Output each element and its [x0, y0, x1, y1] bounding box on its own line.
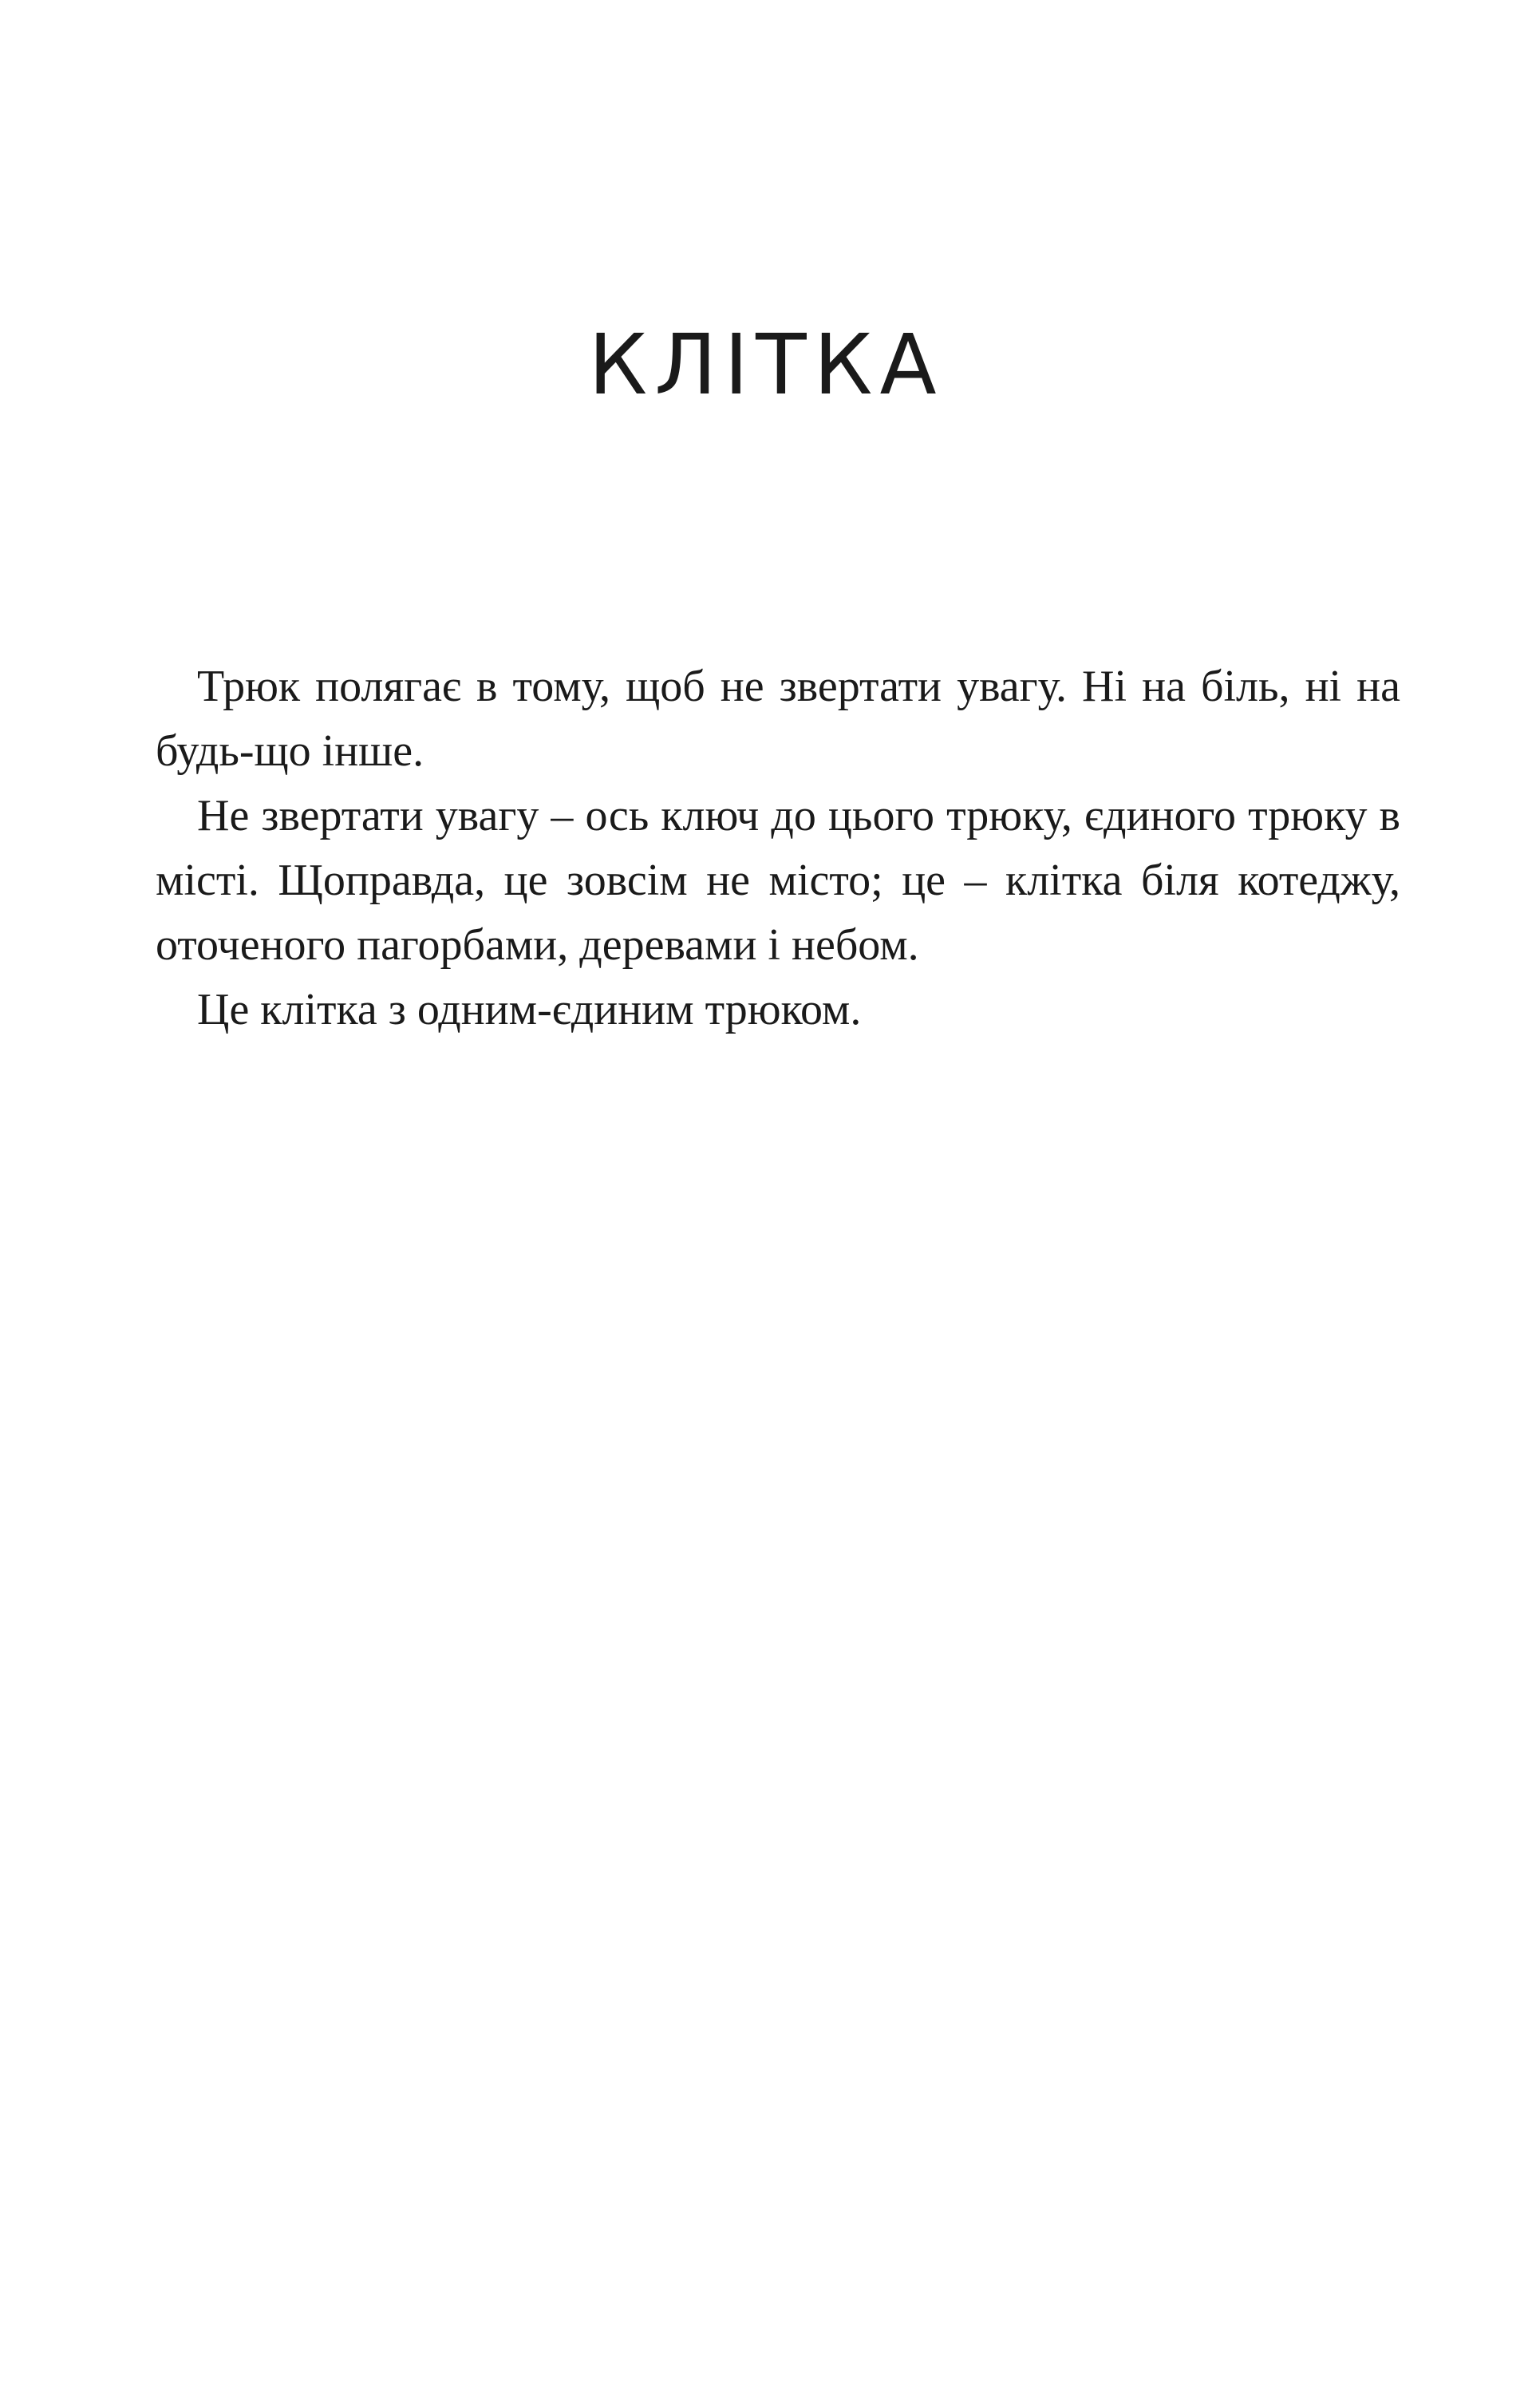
paragraph-1: Трюк полягає в тому, щоб не звертати увагу. Ні на біль, ні на будь-що інше.: [156, 662, 1400, 776]
chapter-body: [156, 654, 1400, 1042]
paragraph-2: Не звертати увагу – ось ключ до цього трюку, єдиного трюку в місті. Щоправда, це зовсім не місто; це – клітка біля котеджу, оточеного пагорбами, деревами і небом.: [156, 791, 1400, 970]
paragraph-3: Це клітка з одним-єдиним трюком.: [197, 985, 862, 1034]
chapter-title: КЛІТКА: [588, 316, 944, 413]
